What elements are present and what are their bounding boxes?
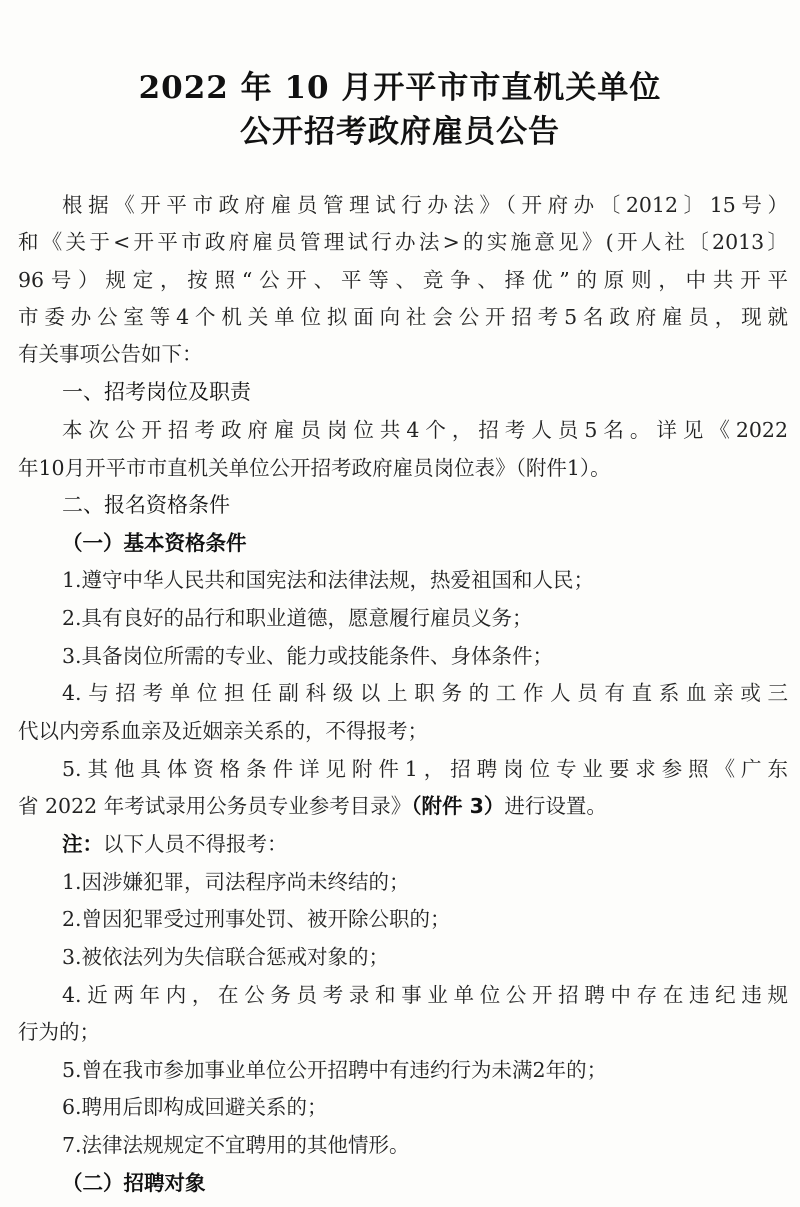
condition-5-line-2: [18, 792, 788, 820]
exclusion-5: 5.曾在我市参加事业单位公开招聘中有违约行为未满2年的；: [62, 1058, 608, 1082]
exclusion-7: 7.法律法规规定不宜聘用的其他情形。: [62, 1133, 410, 1157]
condition-5-text-end: 进行设置。: [504, 794, 607, 818]
note-text: 以下人员不得报考：: [103, 832, 288, 856]
exclusion-6: 6.聘用后即构成回避关系的；: [62, 1095, 328, 1119]
exclusion-4-line-1: 4.近两年内，在公务员考录和事业单位公开招聘中存在违纪违规: [62, 983, 788, 1007]
condition-5-text: 省 2022 年考试录用公务员专业参考目录》: [18, 794, 412, 818]
section-1-line-2: 年10月开平市市直机关单位公开招考政府雇员岗位表》（附件1）。: [18, 456, 611, 480]
intro-line-2: 和《关于<开平市政府雇员管理试行办法>的实施意见》(开人社〔2013〕: [18, 230, 788, 254]
exclusion-3: 3.被依法列为失信联合惩戒对象的；: [62, 945, 390, 969]
subsection-basic-conditions-heading: （一）基本资格条件: [62, 531, 247, 555]
document-title-line-1: 2022 年 10 月开平市市直机关单位: [138, 70, 662, 106]
subsection-recruitment-target-heading: （二）招聘对象: [62, 1171, 206, 1195]
intro-line-4: 市委办公室等4个机关单位拟面向社会公开招考5名政府雇员，现就: [18, 305, 788, 329]
section-1-line-1: 本次公开招考政府雇员岗位共4个，招考人员5名。详见《2022: [62, 418, 788, 442]
note-line: [62, 830, 800, 858]
intro-line-1: 根据《开平市政府雇员管理试行办法》（开府办〔2012〕15号）: [62, 193, 788, 217]
condition-2: 2.具有良好的品行和职业道德，愿意履行雇员义务；: [62, 606, 533, 630]
condition-1: 1.遵守中华人民共和国宪法和法律法规，热爱祖国和人民；: [62, 568, 595, 592]
exclusion-1: 1.因涉嫌犯罪，司法程序尚未终结的；: [62, 870, 410, 894]
condition-5-line-1: 5.其他具体资格条件详见附件1，招聘岗位专业要求参照《广东: [62, 757, 788, 781]
section-1-heading: 一、招考岗位及职责: [62, 380, 251, 404]
exclusion-2: 2.曾因犯罪受过刑事处罚、被开除公职的；: [62, 907, 451, 931]
note-label: 注：: [62, 832, 103, 856]
condition-3: 3.具备岗位所需的专业、能力或技能条件、身体条件；: [62, 644, 554, 668]
condition-4-line-2: 代以内旁系血亲及近姻亲关系的，不得报考；: [18, 719, 428, 743]
intro-line-3: 96号）规定，按照“公开、平等、竞争、择优”的原则，中共开平: [18, 268, 788, 292]
exclusion-4-line-2: 行为的；: [18, 1020, 100, 1044]
document-title-line-2: 公开招考政府雇员公告: [240, 114, 560, 150]
condition-4-line-1: 4.与招考单位担任副科级以上职务的工作人员有直系血亲或三: [62, 681, 788, 705]
section-2-heading: 二、报名资格条件: [62, 493, 230, 517]
attachment-3-reference: （附件 3）: [411, 794, 505, 818]
intro-line-5: 有关事项公告如下：: [18, 342, 203, 366]
